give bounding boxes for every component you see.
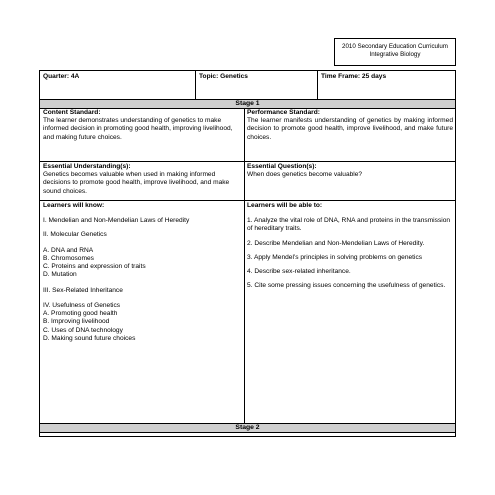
topic-label: Topic: Genetics — [199, 73, 248, 80]
essential-question-cell — [247, 163, 453, 179]
list-item: C. Proteins and expression of traits — [43, 263, 146, 271]
stage-2-band — [40, 424, 455, 432]
list-item: B. Chromosomes — [43, 254, 94, 262]
list-item: A. DNA and RNA — [43, 246, 94, 254]
list-item: I. Mendelian and Non-Mendelian Laws of Heredity — [43, 217, 190, 225]
curriculum-subject: Integrative Biology — [369, 51, 421, 59]
list-item: 1. Analyze the vital role of DNA, RNA and proteins in the transmission of hereditary traits. — [247, 217, 451, 233]
learners-able-cell — [247, 202, 453, 291]
divider-learners — [40, 200, 455, 201]
list-item: III. Sex-Related Inheritance — [43, 286, 123, 294]
learners-able-title: Learners will be able to: — [247, 202, 323, 209]
essential-question-title: Essential Question(s): — [247, 163, 317, 170]
content-standard-title: Content Standard: — [43, 109, 101, 116]
divider-stage2-bottom — [40, 432, 455, 433]
performance-standard-title: Performance Standard: — [247, 109, 320, 116]
list-item: 5. Cite some pressing issues concerning the usefulness of genetics. — [247, 282, 446, 290]
content-standard-cell — [43, 109, 242, 142]
list-item: D. Mutation — [43, 271, 77, 279]
list-item: II. Molecular Genetics — [43, 231, 107, 239]
row1-divider-2 — [317, 71, 318, 99]
curriculum-header-box — [334, 38, 456, 66]
stage-1-band — [40, 100, 455, 108]
list-item: IV. Usefulness of Genetics — [43, 301, 121, 309]
essential-understanding-title: Essential Understanding(s): — [43, 163, 131, 170]
list-item: 2. Describe Mendelian and Non-Mendelian Laws of Heredity. — [247, 239, 425, 247]
essential-understanding-cell — [43, 163, 242, 196]
time-frame-cell — [321, 73, 451, 81]
list-item: 4. Describe sex-related inheritance. — [247, 268, 351, 276]
list-item: B. Improving livelihood — [43, 318, 110, 326]
quarter-cell — [43, 73, 198, 81]
quarter-label: Quarter: 4A — [43, 73, 80, 80]
list-item: C. Uses of DNA technology — [43, 326, 123, 334]
performance-standard-cell — [247, 109, 453, 142]
list-item: A. Promoting good health — [43, 310, 118, 318]
divider-understanding — [40, 161, 455, 162]
essential-understanding-text: Genetics becomes valuable when used in making informed decisions to promote good health, improve livelihood, and make sound choices. — [43, 171, 230, 195]
learners-know-title: Learners will know: — [43, 202, 105, 209]
topic-cell — [199, 73, 317, 81]
learners-know-cell — [43, 202, 242, 343]
performance-standard-text: The learner manifests understanding of genetics by making informed decision to promote good health, improve livelihood, and make future choices. — [247, 117, 453, 141]
curriculum-title: 2010 Secondary Education Curriculum — [342, 43, 448, 50]
time-frame-label: Time Frame: 25 days — [321, 73, 387, 80]
list-item: 3. Apply Mendel’s principles in solving problems on genetics — [247, 253, 423, 261]
stage-1-label: Stage 1 — [235, 100, 260, 107]
essential-question-text: When does genetics become valuable? — [247, 171, 363, 179]
stage-2-label: Stage 2 — [235, 424, 260, 431]
center-divider — [244, 108, 245, 423]
list-item: D. Making sound future choices — [43, 334, 136, 342]
curriculum-table — [39, 70, 456, 437]
content-standard-text: The learner demonstrates understanding of genetics to make informed decision in promoting good health, improving livelihood, and making future choices. — [43, 117, 233, 141]
row1-divider-1 — [195, 71, 196, 99]
